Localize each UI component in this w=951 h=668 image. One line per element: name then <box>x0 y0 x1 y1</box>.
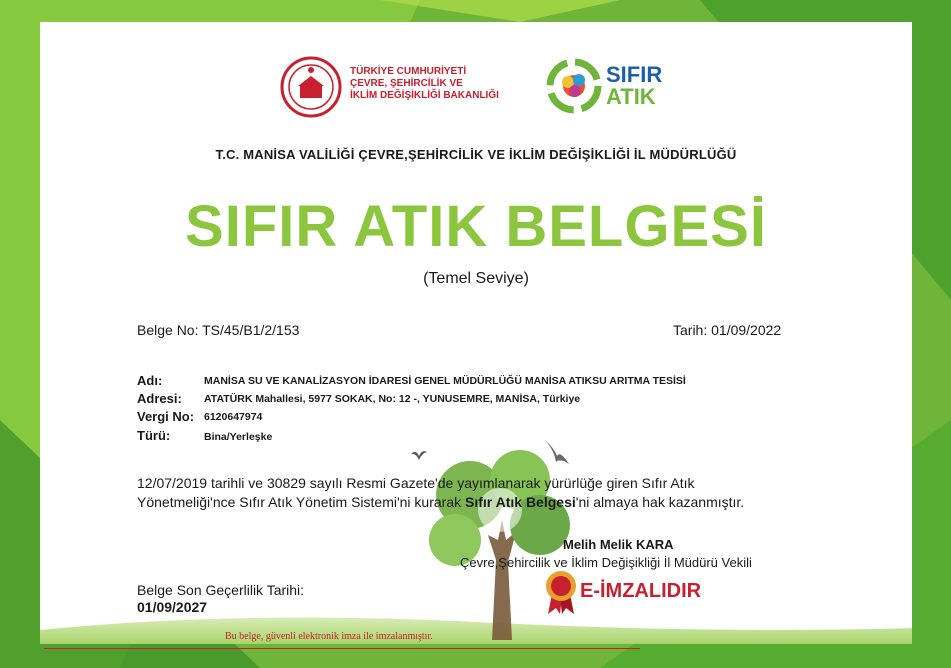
e-signature-footnote: Bu belge, güvenli elektronik imza ile imzalanmıştır. <box>225 631 433 642</box>
statement-line-2-start: Yönetmeliği'nce Sıfır Atık Yönetim Sistemi'ni kurarak <box>137 494 466 510</box>
tax-number-value: 6120647974 <box>204 411 263 423</box>
type-value: Bina/Yerleşke <box>204 431 273 443</box>
certificate-level: (Temel Seviye) <box>423 270 529 287</box>
statement-line-2 <box>137 493 817 512</box>
ministry-emblem-icon <box>280 56 342 118</box>
validity-date: 01/09/2027 <box>137 599 208 615</box>
statement-line-2-end: 'ni almaya hak kazanmıştır. <box>575 494 745 510</box>
signatory-name: Melih Melik KARA <box>563 537 674 552</box>
zero-waste-line-2: ATIK <box>606 84 656 109</box>
footer-divider <box>44 648 640 649</box>
statement-certificate-name: Sıfır Atık Belgesi <box>465 494 576 510</box>
address-label: Adresi: <box>137 391 182 406</box>
zero-waste-logo-text <box>606 64 662 108</box>
certificate-title: SIFIR ATIK BELGESİ <box>185 194 767 259</box>
name-label: Adı: <box>137 373 163 388</box>
ministry-logo-text <box>350 66 499 102</box>
ministry-line-2: ÇEVRE, ŞEHİRCİLİK VE <box>350 78 463 89</box>
ministry-line-3: İKLİM DEĞİŞİKLİĞİ BAKANLIĞI <box>350 90 499 101</box>
validity-label: Belge Son Geçerlilik Tarihi: <box>137 582 305 598</box>
seal-ribbon-icon <box>544 570 578 614</box>
ministry-line-1: TÜRKİYE CUMHURİYETİ <box>350 66 467 77</box>
issue-date: Tarih: 01/09/2022 <box>673 322 782 338</box>
document-number: Belge No: TS/45/B1/2/153 <box>137 322 300 338</box>
address-value: ATATÜRK Mahallesi, 5977 SOKAK, No: 12 -, YUNUSEMRE, MANİSA, Türkiye <box>204 393 581 405</box>
bird-icon <box>410 448 428 464</box>
zero-waste-logo-icon <box>546 58 602 114</box>
statement-line-1: 12/07/2019 tarihli ve 30829 sayılı Resmi Gazete'de yayımlanarak yürürlüğe giren Sıfır Atık <box>137 475 695 491</box>
certificate-statement <box>137 474 817 512</box>
zero-waste-line-1: SIFIR <box>606 62 663 87</box>
tax-number-label: Vergi No: <box>137 409 195 424</box>
issuing-authority: T.C. MANİSA VALİLİĞİ ÇEVRE,ŞEHİRCİLİK VE İKLİM DEĞİŞİKLİĞİ İL MÜDÜRLÜĞÜ <box>215 147 737 162</box>
type-label: Türü: <box>137 428 171 443</box>
name-value: MANİSA SU VE KANALİZASYON İDARESİ GENEL MÜDÜRLÜĞÜ MANİSA ATIKSU ARITMA TESİSİ <box>204 375 686 387</box>
e-signed-stamp: E-İMZALIDIR <box>580 580 702 602</box>
signatory-position: Çevre,Şehircilik ve İklim Değişikliği İl Müdürü Vekili <box>460 555 752 570</box>
bird-icon <box>544 438 570 466</box>
